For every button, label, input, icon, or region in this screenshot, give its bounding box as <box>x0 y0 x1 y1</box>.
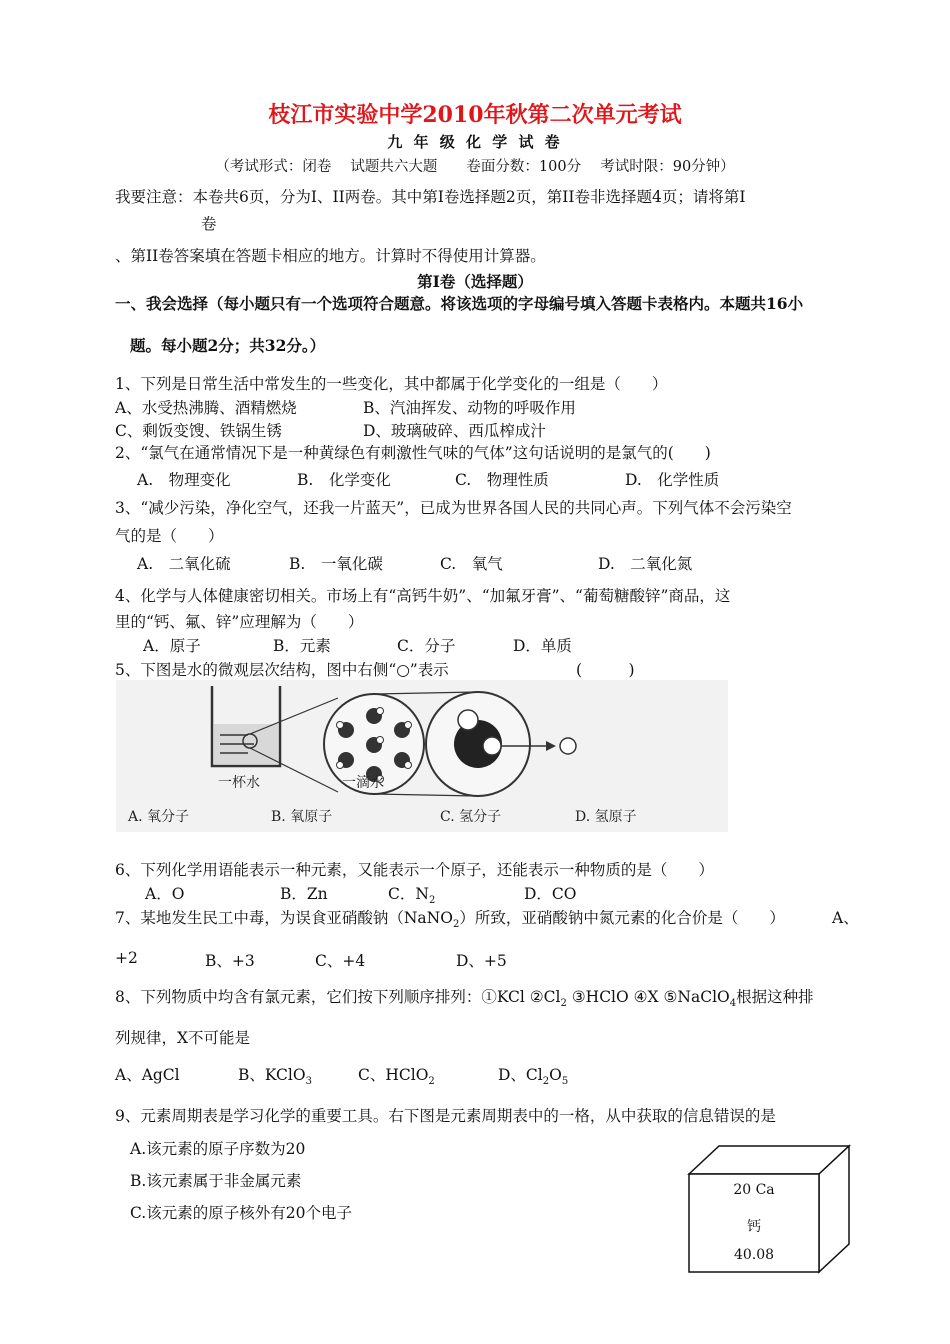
notice-line-1: 我要注意：本卷共6页，分为Ⅰ、II两卷。其中第Ⅰ卷选择题2页，第II卷非选择题4页；请将第Ⅰ <box>115 188 746 206</box>
q3-option-a: A. 二氧化硫 <box>137 555 231 573</box>
q8-option-c: C、HClO$_2$ <box>358 1066 435 1088</box>
q1-option-c: C、剩饭变馊、铁锅生锈 <box>115 422 282 440</box>
q3-option-d: D. 二氧化氮 <box>598 555 693 573</box>
notice-line-1b: 卷 <box>201 215 217 233</box>
q2-option-a: A. 物理变化 <box>137 471 231 489</box>
question-8: 8、下列物质中均含有氯元素，它们按下列顺序排列：①KCl $②Cl_2$ ③HClO ④X ⑤NaClO$_4$根据这种排 <box>115 988 814 1010</box>
section-instructions-2: 题。每小题2分；共32分。） <box>130 336 326 355</box>
drop-label: 一滴水 <box>342 775 384 791</box>
q6-option-a: A．O <box>145 885 185 903</box>
q2-option-d: D. 化学性质 <box>625 471 720 489</box>
element-name: 钙 <box>747 1219 761 1235</box>
q9-option-b: B.该元素属于非金属元素 <box>130 1172 302 1190</box>
q4-option-c: C．分子 <box>397 637 456 655</box>
q2-option-b: B. 化学变化 <box>297 471 391 489</box>
exam-title: 枝江市实验中学2010年秋第二次单元考试 <box>268 102 682 128</box>
question-5-paren: ( ) <box>576 661 635 679</box>
q8-option-d: D、$Cl_2O_5$ <box>498 1066 569 1088</box>
q4-option-a: A．原子 <box>143 637 201 655</box>
question-7: 7、某地发生民工中毒，为误食亚硝酸钠（NaNO$_2$）所致，亚硝酸钠中氮元素的化合价是（ ） <box>115 909 785 931</box>
figure-option-b: B. 氧原子 <box>271 809 333 825</box>
q8-option-a: A、AgCl <box>115 1066 180 1084</box>
question-3-cont: 气的是（ ） <box>115 527 224 545</box>
question-3: 3、“减少污染，净化空气，还我一片蓝天”，已成为世界各国人民的共同心声。下列气体不会污染空 <box>115 499 792 517</box>
element-number-symbol: 20 Ca <box>733 1182 775 1198</box>
q7-option-b: B、+3 <box>205 952 255 970</box>
q1-option-b: B、汽油挥发、动物的呼吸作用 <box>363 399 576 417</box>
notice-line-2: 、第II卷答案填在答题卡相应的地方。计算时不得使用计算器。 <box>115 247 546 265</box>
q1-option-a: A、水受热沸腾、酒精燃烧 <box>115 399 297 417</box>
question-1: 1、下列是日常生活中常发生的一些变化，其中都属于化学变化的一组是（ ） <box>115 375 668 393</box>
q9-option-c: C.该元素的原子核外有20个电子 <box>130 1204 352 1222</box>
q1-option-d: D、玻璃破碎、西瓜榨成汁 <box>363 422 546 440</box>
q7-option-c: C、+4 <box>315 952 366 970</box>
q2-option-c: C. 物理性质 <box>455 471 549 489</box>
section-instructions-1: 一、我会选择（每小题只有一个选项符合题意。将该选项的字母编号填入答题卡表格内。本题共16小 <box>115 294 804 313</box>
figure-option-a: A. 氧分子 <box>128 809 190 825</box>
question-4: 4、化学与人体健康密切相关。市场上有“高钙牛奶”、“加氟牙膏”、“葡萄糖酸锌”商品，这 <box>115 587 731 605</box>
q6-option-d: D．CO <box>524 885 577 903</box>
q9-option-a: A.该元素的原子序数为20 <box>130 1140 306 1158</box>
q7-option-d: D、+5 <box>456 952 507 970</box>
element-mass: 40.08 <box>733 1247 775 1263</box>
question-4-cont: 里的“钙、氟、锌”应理解为（ ） <box>115 613 364 631</box>
exam-subtitle: 九 年 级 化 学 试 卷 <box>387 133 563 151</box>
periodic-table-cell <box>687 1144 867 1274</box>
q4-option-b: B．元素 <box>273 637 331 655</box>
q6-option-c: C．$N_2$ <box>388 885 436 907</box>
question-8-cont: 列规律，X不可能是 <box>115 1029 251 1047</box>
q7-option-a: +2 <box>115 949 138 967</box>
exam-info: （考试形式：闭卷 试题共六大题 卷面分数：100分 考试时限：90分钟） <box>215 159 735 175</box>
q8-option-b: B、KClO$_3$ <box>238 1066 312 1088</box>
water-structure-figure <box>116 680 728 832</box>
cup-label: 一杯水 <box>218 775 260 791</box>
q3-option-b: B. 一氧化碳 <box>289 555 383 573</box>
question-5: 5、下图是水的微观层次结构，图中右侧“○”表示 <box>115 661 449 679</box>
figure-option-c: C. 氢分子 <box>440 809 502 825</box>
question-2: 2、“氯气在通常情况下是一种黄绿色有刺激性气味的气体”这句话说明的是氯气的( ) <box>115 444 711 462</box>
q3-option-c: C. 氧气 <box>440 555 503 573</box>
q7-option-a-lead: A、 <box>832 909 859 927</box>
q6-option-b: B．Zn <box>280 885 328 903</box>
q4-option-d: D．单质 <box>513 637 572 655</box>
question-6: 6、下列化学用语能表示一种元素，又能表示一个原子，还能表示一种物质的是（ ） <box>115 861 714 879</box>
section-heading: 第Ⅰ卷（选择题） <box>417 272 533 291</box>
question-9: 9、元素周期表是学习化学的重要工具。右下图是元素周期表中的一格，从中获取的信息错误的是 <box>115 1107 776 1125</box>
figure-option-d: D. 氢原子 <box>575 809 637 825</box>
